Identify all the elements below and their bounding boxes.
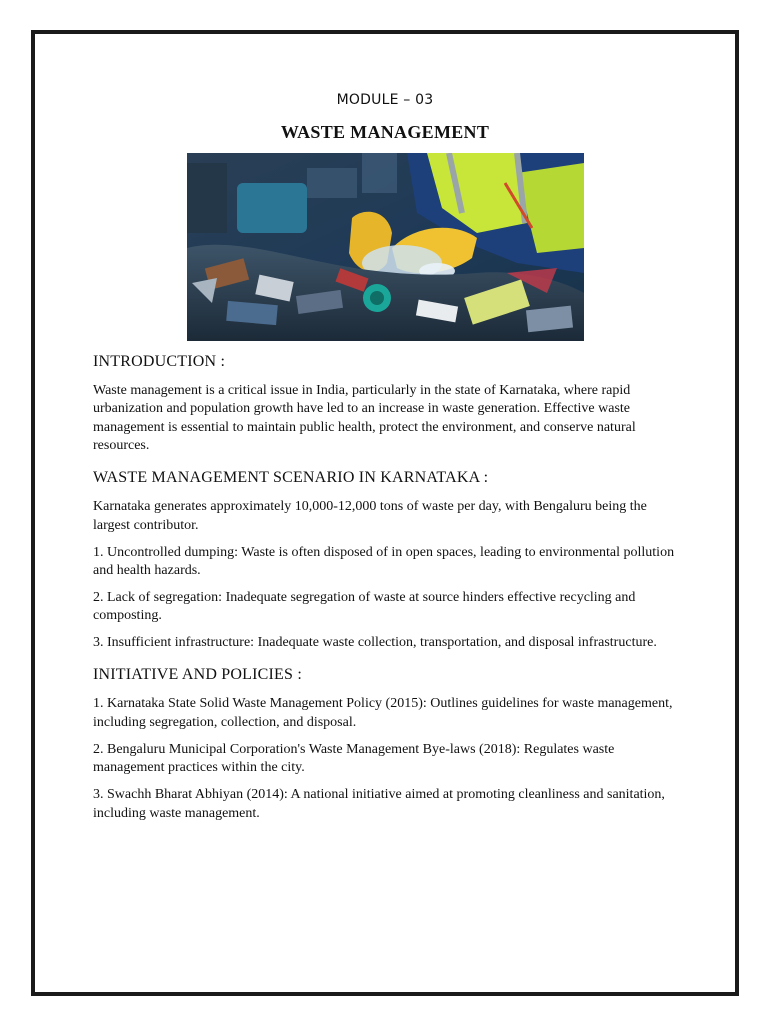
waste-sorting-illustration (187, 153, 584, 341)
scenario-item: 2. Lack of segregation: Inadequate segregation of waste at source hinders effective recycling and composting. (93, 590, 636, 624)
introduction-paragraph: Waste management is a critical issue in India, particularly in the state of Karnataka, where rapid urbanization and population growth have led to an increase in waste generation. Effective waste management is essential to maintain public health, protect the environment, and conserve natural resources. (93, 383, 636, 454)
page-title: WASTE MANAGEMENT (280, 122, 490, 142)
initiative-item: 3. Swachh Bharat Abhiyan (2014): A national initiative aimed at promoting cleanliness and sanitation, including waste management. (93, 787, 665, 821)
section-heading-scenario: WASTE MANAGEMENT SCENARIO IN KARNATAKA : (93, 469, 489, 487)
module-label: MODULE – 03 (336, 92, 434, 108)
document-body (93, 352, 678, 832)
section-heading-introduction: INTRODUCTION : (93, 353, 226, 370)
initiative-item: 1. Karnataka State Solid Waste Management Policy (2015): Outlines guidelines for waste management, including segregation, collection, and disposal. (93, 696, 673, 730)
scenario-item: 3. Insufficient infrastructure: Inadequate waste collection, transportation, and disposal infrastructure. (93, 635, 657, 651)
page-border-frame (31, 30, 739, 996)
scenario-item: 1. Uncontrolled dumping: Waste is often disposed of in open spaces, leading to environmental pollution and health hazards. (93, 544, 675, 579)
section-heading-initiatives: INITIATIVE AND POLICIES : (93, 666, 302, 684)
initiative-item: 2. Bengaluru Municipal Corporation's Waste Management Bye-laws (2018): Regulates waste management practices within the city. (93, 741, 615, 776)
scenario-paragraph: Karnataka generates approximately 10,000-12,000 tons of waste per day, with Bengaluru being the largest contributor. (93, 499, 647, 533)
waste-sorting-photo (187, 153, 584, 341)
